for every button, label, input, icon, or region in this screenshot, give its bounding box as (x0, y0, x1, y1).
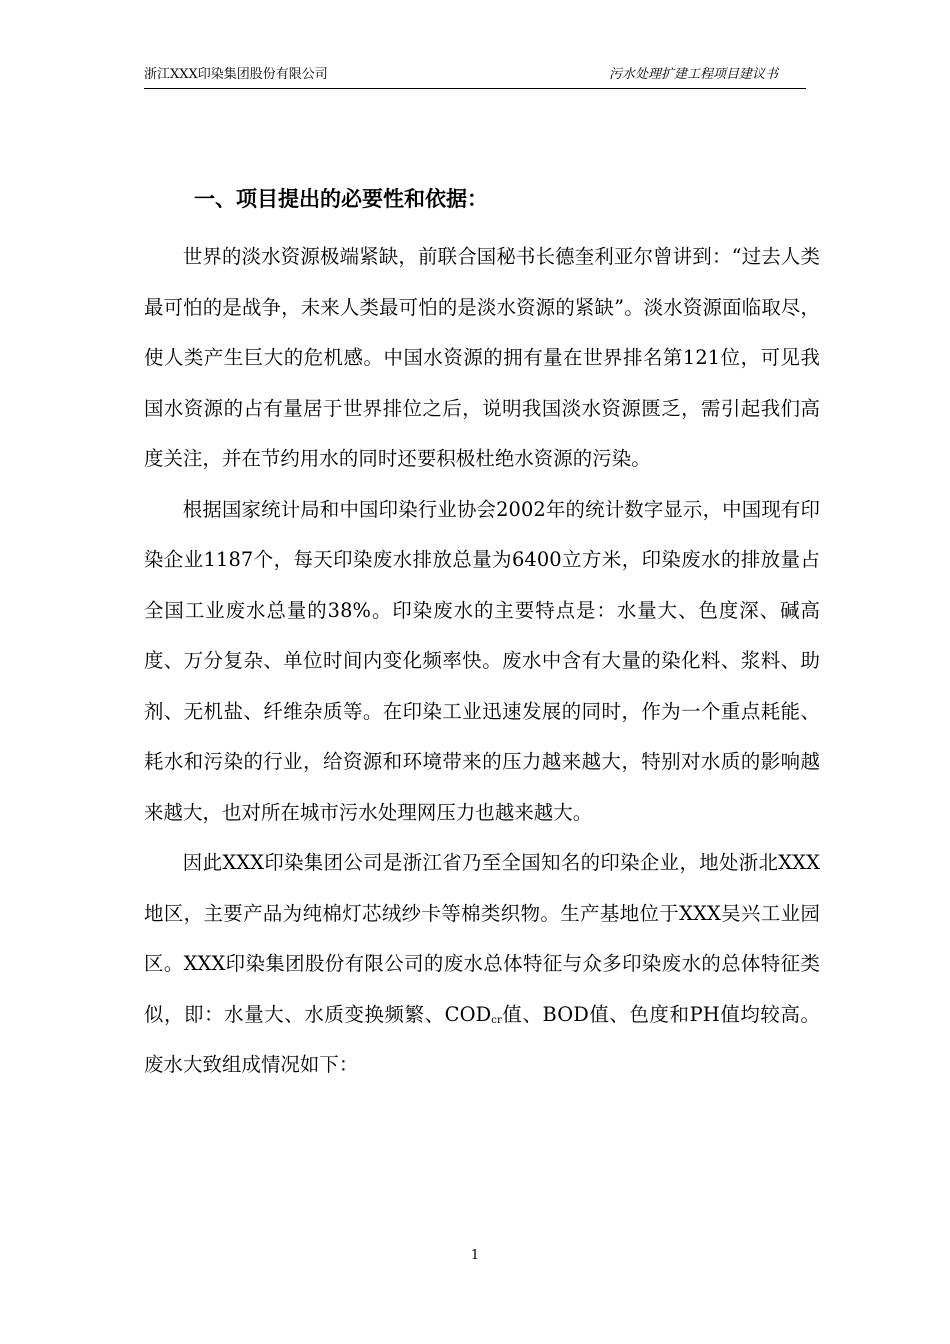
paragraph-company-wastewater (144, 838, 820, 1091)
section-heading: 一、项目提出的必要性和依据： (194, 187, 488, 211)
header-company-name: 浙江XXX印染集团股份有限公司 (144, 67, 328, 82)
paragraph-company-text-start: 因此XXX印染集团公司是浙江省乃至全国知名的印染企业，地处浙北XXX地区，主要产品为纯棉灯芯绒纱卡等棉类织物。生产基地位于XXX吴兴工业园区。XXX印染集团股份有限公司的废水总体特征与众多印染废水的总体特征类似，即：水量大、水质变换频繁、COD (144, 851, 820, 1026)
page-number: 1 (470, 1248, 480, 1263)
body-text (144, 232, 820, 1091)
page-header (144, 66, 806, 89)
cod-subscript: cr (491, 1014, 502, 1026)
paragraph-dyeing-statistics: 根据国家统计局和中国印染行业协会2002年的统计数字显示，中国现有印染企业1187个，每天印染废水排放总量为6400立方米，印染废水的排放量占全国工业废水总量的38%。印染废水的主要特点是：水量大、色度深、碱高度、万分复杂、单位时间内变化频率快。废水中含有大量的染化料、浆料、助剂、无机盐、纤维杂质等。在印染工业迅速发展的同时，作为一个重点耗能、耗水和污染的行业，给资源和环境带来的压力越来越大，特别对水质的影响越来越大，也对所在城市污水处理网压力也越来越大。 (144, 497, 820, 824)
header-document-title: 污水处理扩建工程项目建议书 (608, 67, 778, 82)
paragraph-company-text-end: 值、BOD值、色度和PH值均较高。废水大致组成情况如下： (144, 1002, 820, 1076)
paragraph-water-scarcity: 世界的淡水资源极端紧缺，前联合国秘书长德奎利亚尔曾讲到：“过去人类最可怕的是战争，未来人类最可怕的是淡水资源的紧缺”。淡水资源面临取尽，使人类产生巨大的危机感。中国水资源的拥有量在世界排名第121位，可见我国水资源的占有量居于世界排位之后，说明我国淡水资源匮乏，需引起我们高度关注，并在节约用水的同时还要积极杜绝水资源的污染。 (144, 245, 820, 470)
